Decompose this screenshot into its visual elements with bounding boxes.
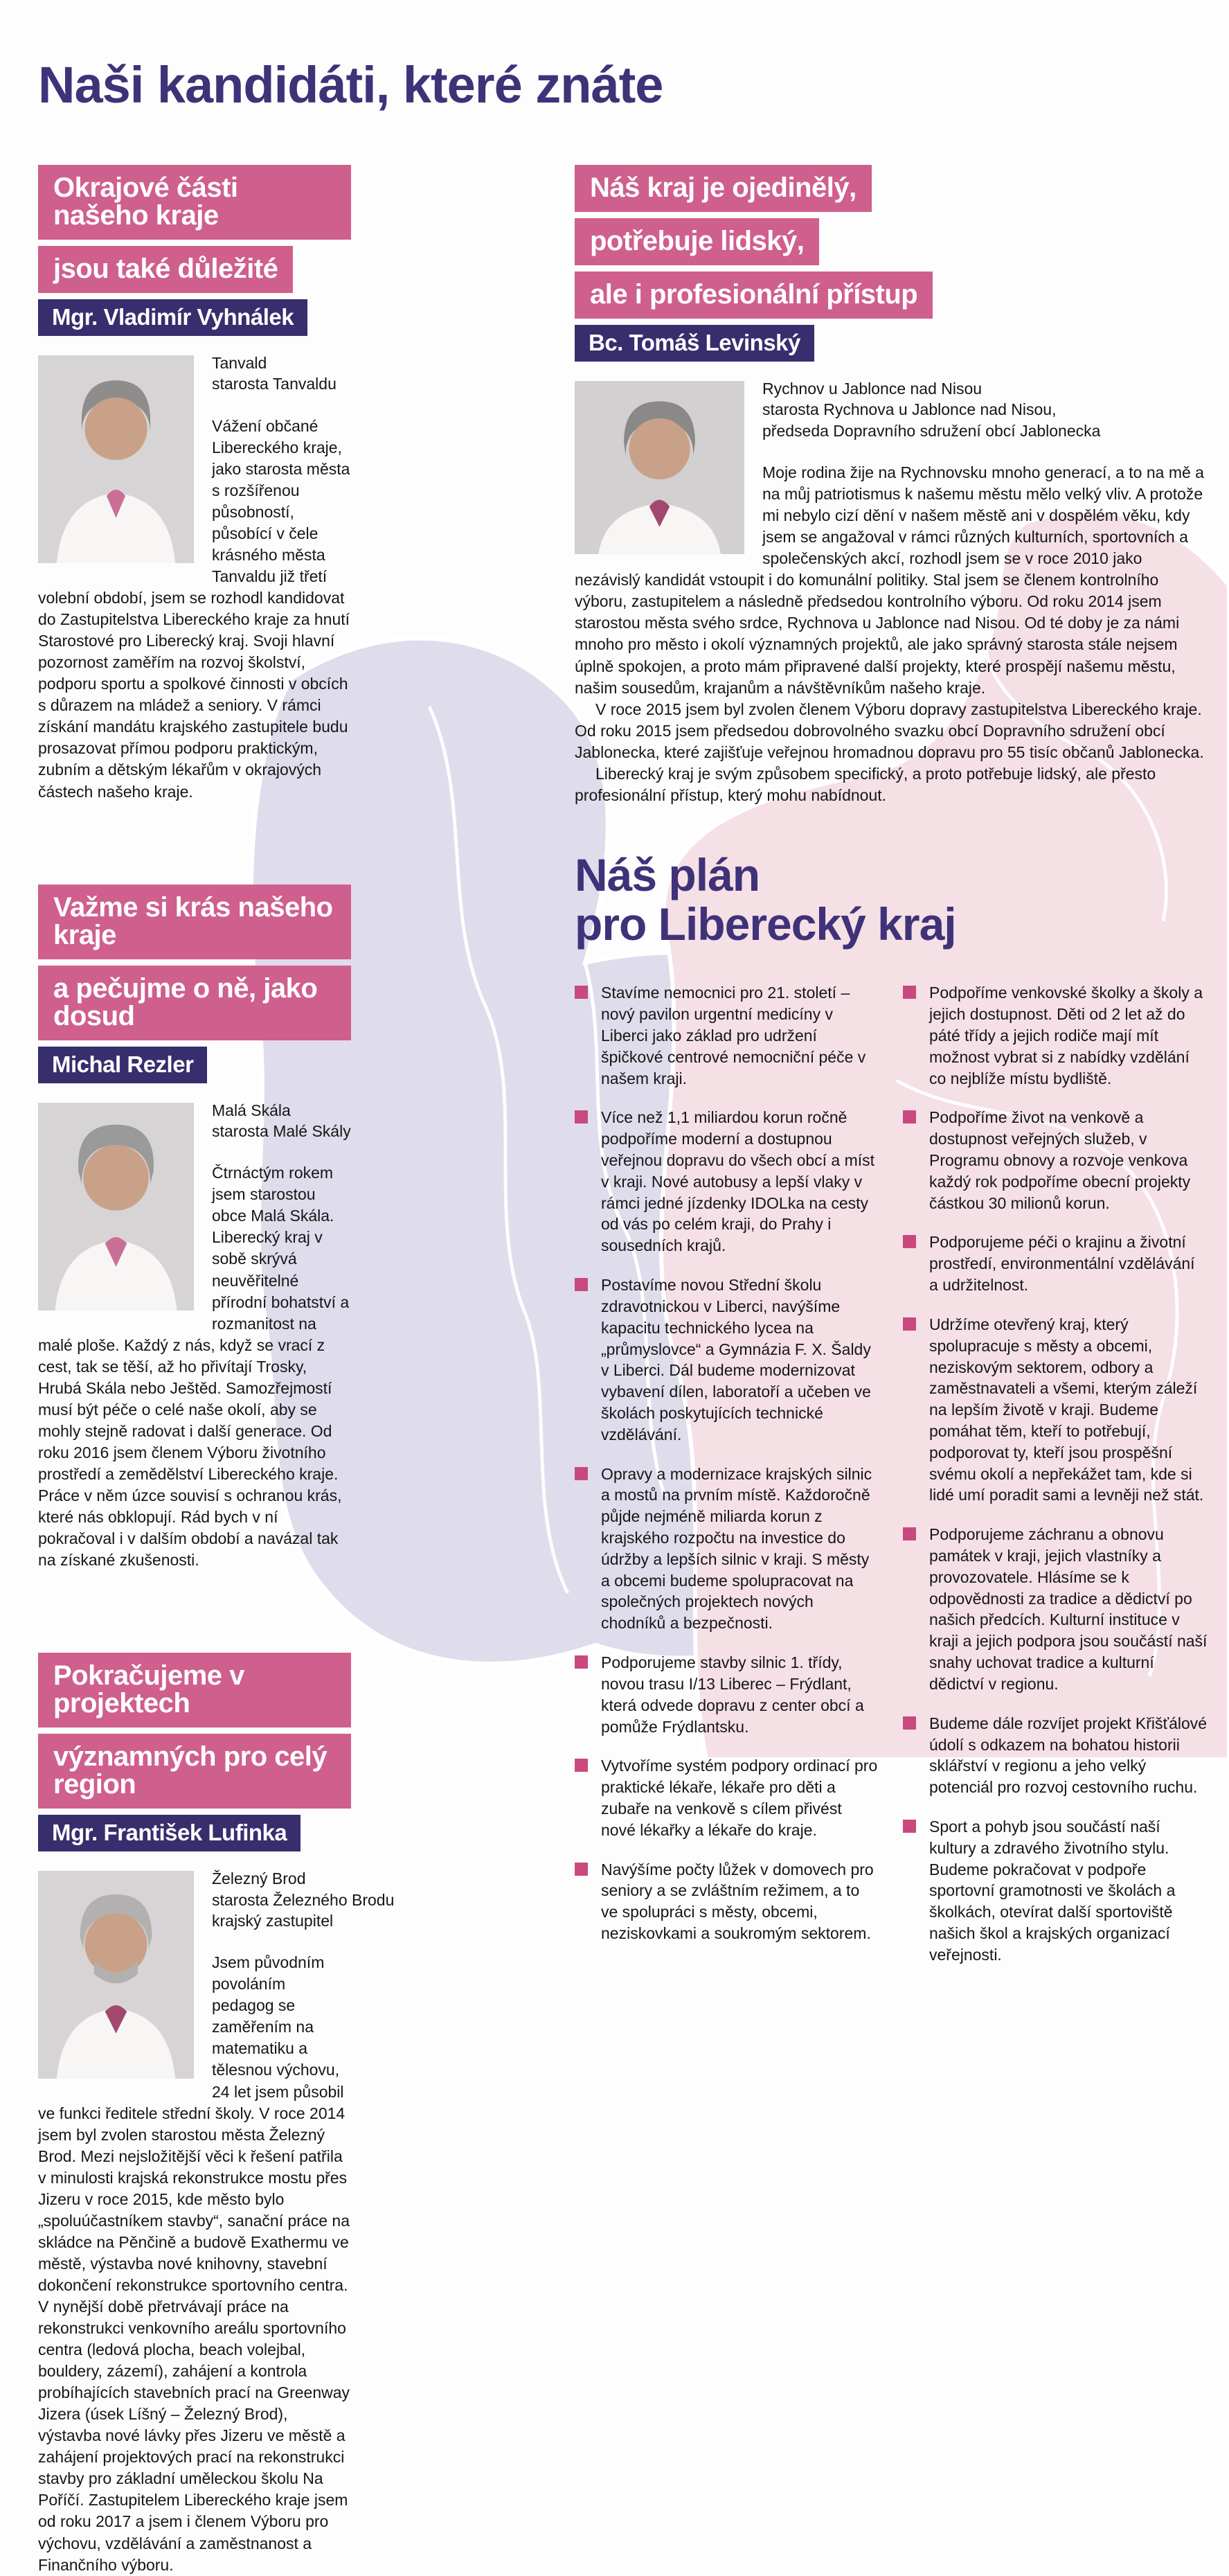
plan-item: Podpoříme venkovské školky a školy a jejich dostupnost. Děti od 2 let až do páté třídy a jejich rodiče mají mít možnost vybrat si z nabídky vzdělání co nejblíže místu bydliště. (903, 982, 1208, 1089)
plan-section (575, 851, 1208, 1984)
page-title: Naši kandidáti, které znáte (38, 55, 663, 114)
plan-column-2 (903, 982, 1208, 1983)
plan-item: Podpoříme život na venkově a dostupnost veřejných služeb, v Programu obnovy a rozvoje venkova každý rok podpoříme obecní projekty částkou 30 milionů korun. (903, 1107, 1208, 1214)
candidate-section-lufinka (38, 1653, 395, 2575)
candidate-name: Bc. Tomáš Levinský (575, 325, 814, 362)
section-headline-line: Okrajové části našeho kraje (38, 165, 351, 240)
right-column (575, 165, 1208, 1984)
section-headline-line: jsou také důležité (38, 246, 293, 293)
bullet-square-icon (903, 1716, 916, 1730)
candidate-bio-block (38, 1100, 351, 1572)
section-headline-line: Važme si krás našeho kraje (38, 885, 351, 959)
plan-item: Podporujeme záchranu a obnovu památek v kraji, jejich vlastníky a provozovatele. Hlásíme se k odpovědnosti za tradice a dědictví po našich předcích. Kulturní instituce v kraji a jejich podpora jsou součástí naší snahy uchovat tradice a kulturní dědictví v regionu. (903, 1524, 1208, 1695)
candidate-photo-caption: Malá Skála starosta Malé Skály (212, 1101, 351, 1140)
plan-item: Stavíme nemocnici pro 21. století – nový pavilon urgentní medicíny v Liberci jako základ pro udržení špičkové centrové nemocniční péče v našem kraji. (575, 982, 879, 1089)
candidate-section-vyhnalek (38, 165, 351, 803)
candidate-photo-caption: Rychnov u Jablonce nad Nisou starosta Rychnova u Jablonce nad Nisou, předseda Dopravního sdružení obcí Jablonecka (762, 380, 1101, 440)
section-headline-line: potřebuje lidský, (575, 218, 819, 265)
candidate-photo-placeholder (38, 355, 194, 563)
candidate-section-rezler (38, 885, 351, 1572)
bullet-square-icon (575, 1759, 588, 1772)
candidate-section-levinsky (575, 165, 1208, 806)
plan-item: Udržíme otevřený kraj, který spolupracuje s městy a obcemi, neziskovým sektorem, odbory a zaměstnavateli a všemi, kterým záleží na lepším životě v kraji. Budeme pomáhat těm, kteří to potřebují, podporovat ty, kteří jsou prospěšní svému okolí a nepřekážet tam, kde si lidé umí poradit sami a levněji než stát. (903, 1314, 1208, 1506)
candidate-name: Michal Rezler (38, 1047, 207, 1083)
bullet-square-icon (575, 1467, 588, 1480)
candidate-bio-block (38, 1868, 395, 2575)
plan-item: Podporujeme péči o krajinu a životní prostředí, environmentální vzdělávání a udržitelnost. (903, 1232, 1208, 1295)
bullet-square-icon (575, 986, 588, 999)
bullet-square-icon (575, 1655, 588, 1669)
plan-columns (575, 982, 1208, 1983)
section-headline-line: Náš kraj je ojedinělý, (575, 165, 872, 212)
plan-title (575, 851, 1208, 950)
candidate-bio-text: Čtrnáctým rokem jsem starostou obce Malá Skála. Liberecký kraj v sobě skrývá neuvěřitelné přírodní bohatství a rozmanitost na malé ploše. Každý z nás, když se vrací z cest, tak se těší, až ho přivítají Trosky, Hrubá Skála nebo Ještěd. Samozřejmostí musí být péče o celé naše okolí, aby se mohly stejně radovat i další generace. Od roku 2016 jsem členem Výboru životního prostředí a zemědělství Libereckého kraje. Práce v něm úzce souvisí s ochranou krás, které nás obklopují. Rád bych v ní pokračoval i v dalším období a navázal tak na získané zkušenosti. (38, 1164, 350, 1570)
plan-item: Sport a pohyb jsou součástí naší kultury a zdravého životního stylu. Budeme pokračovat v podpoře sportovní gramotnosti ve školách a školkách, otevírat další sportoviště našich škol a krajských organizací veřejnosti. (903, 1816, 1208, 1966)
left-column (38, 165, 395, 2576)
plan-item: Navýšíme počty lůžek v domovech pro seniory a se zvláštním režimem, a to ve spolupráci s městy, obcemi, neziskovkami a soukromým sektorem. (575, 1859, 879, 1944)
candidate-name: Mgr. Vladimír Vyhnálek (38, 299, 307, 336)
plan-item: Postavíme novou Střední školu zdravotnickou v Liberci, navýšíme kapacitu technického lycea na „průmyslovce“ a Gymnázia F. X. Šaldy v Liberci. Dál budeme modernizovat vybavení dílen, laboratoří a učeben ve školách poskytujících technické vzdělávání. (575, 1274, 879, 1446)
plan-item: Vytvoříme systém podpory ordinací pro praktické lékaře, lékaře pro děti a zubaře na venkově s cílem přivést nové lékařky a lékaře do kraje. (575, 1755, 879, 1840)
candidate-bio-text: Liberecký kraj je svým způsobem specifický, a proto potřebuje lidský, ale přesto profesionální přístup, který mohu nabídnout. (575, 764, 1156, 804)
plan-item: Opravy a modernizace krajských silnic a mostů na prvním místě. Každoročně půjde nejméně miliarda korun z krajského rozpočtu na investice do údržby a lepších silnic v kraji. S městy a obcemi budeme spolupracovat na společných projektech nových chodníků a bezpečnosti. (575, 1464, 879, 1635)
candidate-photo-placeholder (575, 381, 744, 554)
bullet-square-icon (903, 986, 916, 999)
bullet-square-icon (575, 1110, 588, 1123)
bullet-square-icon (903, 1110, 916, 1123)
candidate-bio-text: Moje rodina žije na Rychnovsku mnoho generací, a to na mě a na můj patriotismus k našemu městu mělo velký vliv. A protože mi nebylo cizí dění v našem městě ani v dospělém věku, kdy jsem se angažoval v rámci různých kulturních, sportovních a společenských akcí, rozhodl jsem se v roce 2010 jako nezávislý kandidát vstoupit i do komunální politiky. Stal jsem se členem kontrolního výboru, zastupitelem a následně předsedou kontrolního výboru. Od roku 2014 jsem starostou města svého srdce, Rychnova u Jablonce nad Nisou. Od té doby je za námi mnoho pro město i okolí významných projektů, ale jako správný starosta stále nejsem úplně spokojen, a proto mám připravené další projekty, které prospějí našemu městu, našim sousedům, krajanům a návštěvníkům našeho kraje. (575, 463, 1204, 697)
section-headline-line: významných pro celý region (38, 1734, 351, 1809)
plan-item: Více než 1,1 miliardou korun ročně podpoříme moderní a dostupnou veřejnou dopravu do všech obcí a míst v kraji. Nové autobusy a lepší vlaky v rámci jedné jízdenky IDOLka na cesty od vás po celém kraji, do Prahy i sousedních krajů. (575, 1107, 879, 1256)
section-headline-line: a pečujme o ně, jako dosud (38, 966, 351, 1040)
candidate-name: Mgr. František Lufinka (38, 1815, 300, 1851)
candidate-photo-caption: Železný Brod starosta Železného Brodu krajský zastupitel (212, 1869, 395, 1930)
plan-item: Budeme dále rozvíjet projekt Křišťálové údolí s odkazem na bohatou historii sklářství v regionu a jeho velký potenciál pro rozvoj cestovního ruchu. (903, 1713, 1208, 1798)
candidate-bio-block (575, 378, 1208, 806)
bullet-square-icon (903, 1235, 916, 1248)
candidate-bio-text: Jsem původním povoláním pedagog se zaměřením na matematiku a tělesnou výchovu, 24 let jsem působil ve funkci ředitele střední školy. V roce 2014 jsem byl zvolen starostou města Železný Brod. Mezi nejsložitější věci k řešení patřila v minulosti krajská rekonstrukce mostu přes Jizeru v roce 2015, kde město bylo „spoluúčastníkem stavby“, sanační práce na skládce na Pěnčině a budově Exathermu ve městě, výstavba nové knihovny, stavební dokončení rekonstrukce sportovního centra. V nynější době přetrvávají práce na rekonstrukci venkovního areálu sportovního centra (ledová plocha, beach volejbal, bouldery, zázemí), zahájení a kontrola probíhajících stavebních prací na Greenway Jizera (úsek Líšný – Železný Brod), výstavba nové lávky přes Jizeru ve městě a zahájení projektových prací na rekonstrukci stavby pro základní uměleckou školu Na Poříčí. Zastupitelem Libereckého kraje jsem od roku 2017 a jsem i členem Výboru pro výchovu, vzdělávání a zaměstnanost a Finančního výboru. (38, 1953, 350, 2574)
candidate-photo-placeholder (38, 1103, 194, 1311)
candidate-bio-text: V roce 2015 jsem byl zvolen členem Výboru dopravy zastupitelstva Libereckého kraje. Od roku 2015 jsem předsedou dobrovolného svazku obcí Dopravního sdružení obcí Jablonecka, které zajišťuje veřejnou hromadnou dopravu pro 55 tisíc občanů Jablonecka. (575, 700, 1204, 761)
candidate-bio-block (38, 353, 351, 803)
candidate-photo-caption: Tanvald starosta Tanvaldu (212, 354, 337, 393)
section-headline-line: ale i profesionální přístup (575, 272, 933, 319)
bullet-square-icon (903, 1820, 916, 1833)
bullet-square-icon (575, 1278, 588, 1291)
plan-title-line: pro Liberecký kraj (575, 898, 956, 950)
bullet-square-icon (903, 1317, 916, 1331)
plan-item: Podporujeme stavby silnic 1. třídy, novou trasu I/13 Liberec – Frýdlant, která odvede dopravu z center obcí a pomůže Frýdlantsku. (575, 1652, 879, 1737)
candidate-bio-text: Vážení občané Libereckého kraje, jako starosta města s rozšířenou působností, působící v čele krásného města Tanvaldu již třetí volební období, jsem se rozhodl kandidovat do Zastupitelstva Libereckého kraje za hnutí Starostové pro Liberecký kraj. Svoji hlavní pozornost zaměřím na rozvoj školství, podporu sportu a spolkové činnosti v obcích s důrazem na mládež a seniory. V rámci získání mandátu krajského zastupitele budu prosazovat přímou podporu praktickým, zubním a dětským lékařům v okrajových částech našeho kraje. (38, 416, 350, 801)
plan-column-1 (575, 982, 879, 1983)
bullet-square-icon (903, 1527, 916, 1540)
plan-title-line: Náš plán (575, 849, 760, 900)
bullet-square-icon (575, 1863, 588, 1876)
candidate-photo-placeholder (38, 1871, 194, 2079)
section-headline-line: Pokračujeme v projektech (38, 1653, 351, 1727)
